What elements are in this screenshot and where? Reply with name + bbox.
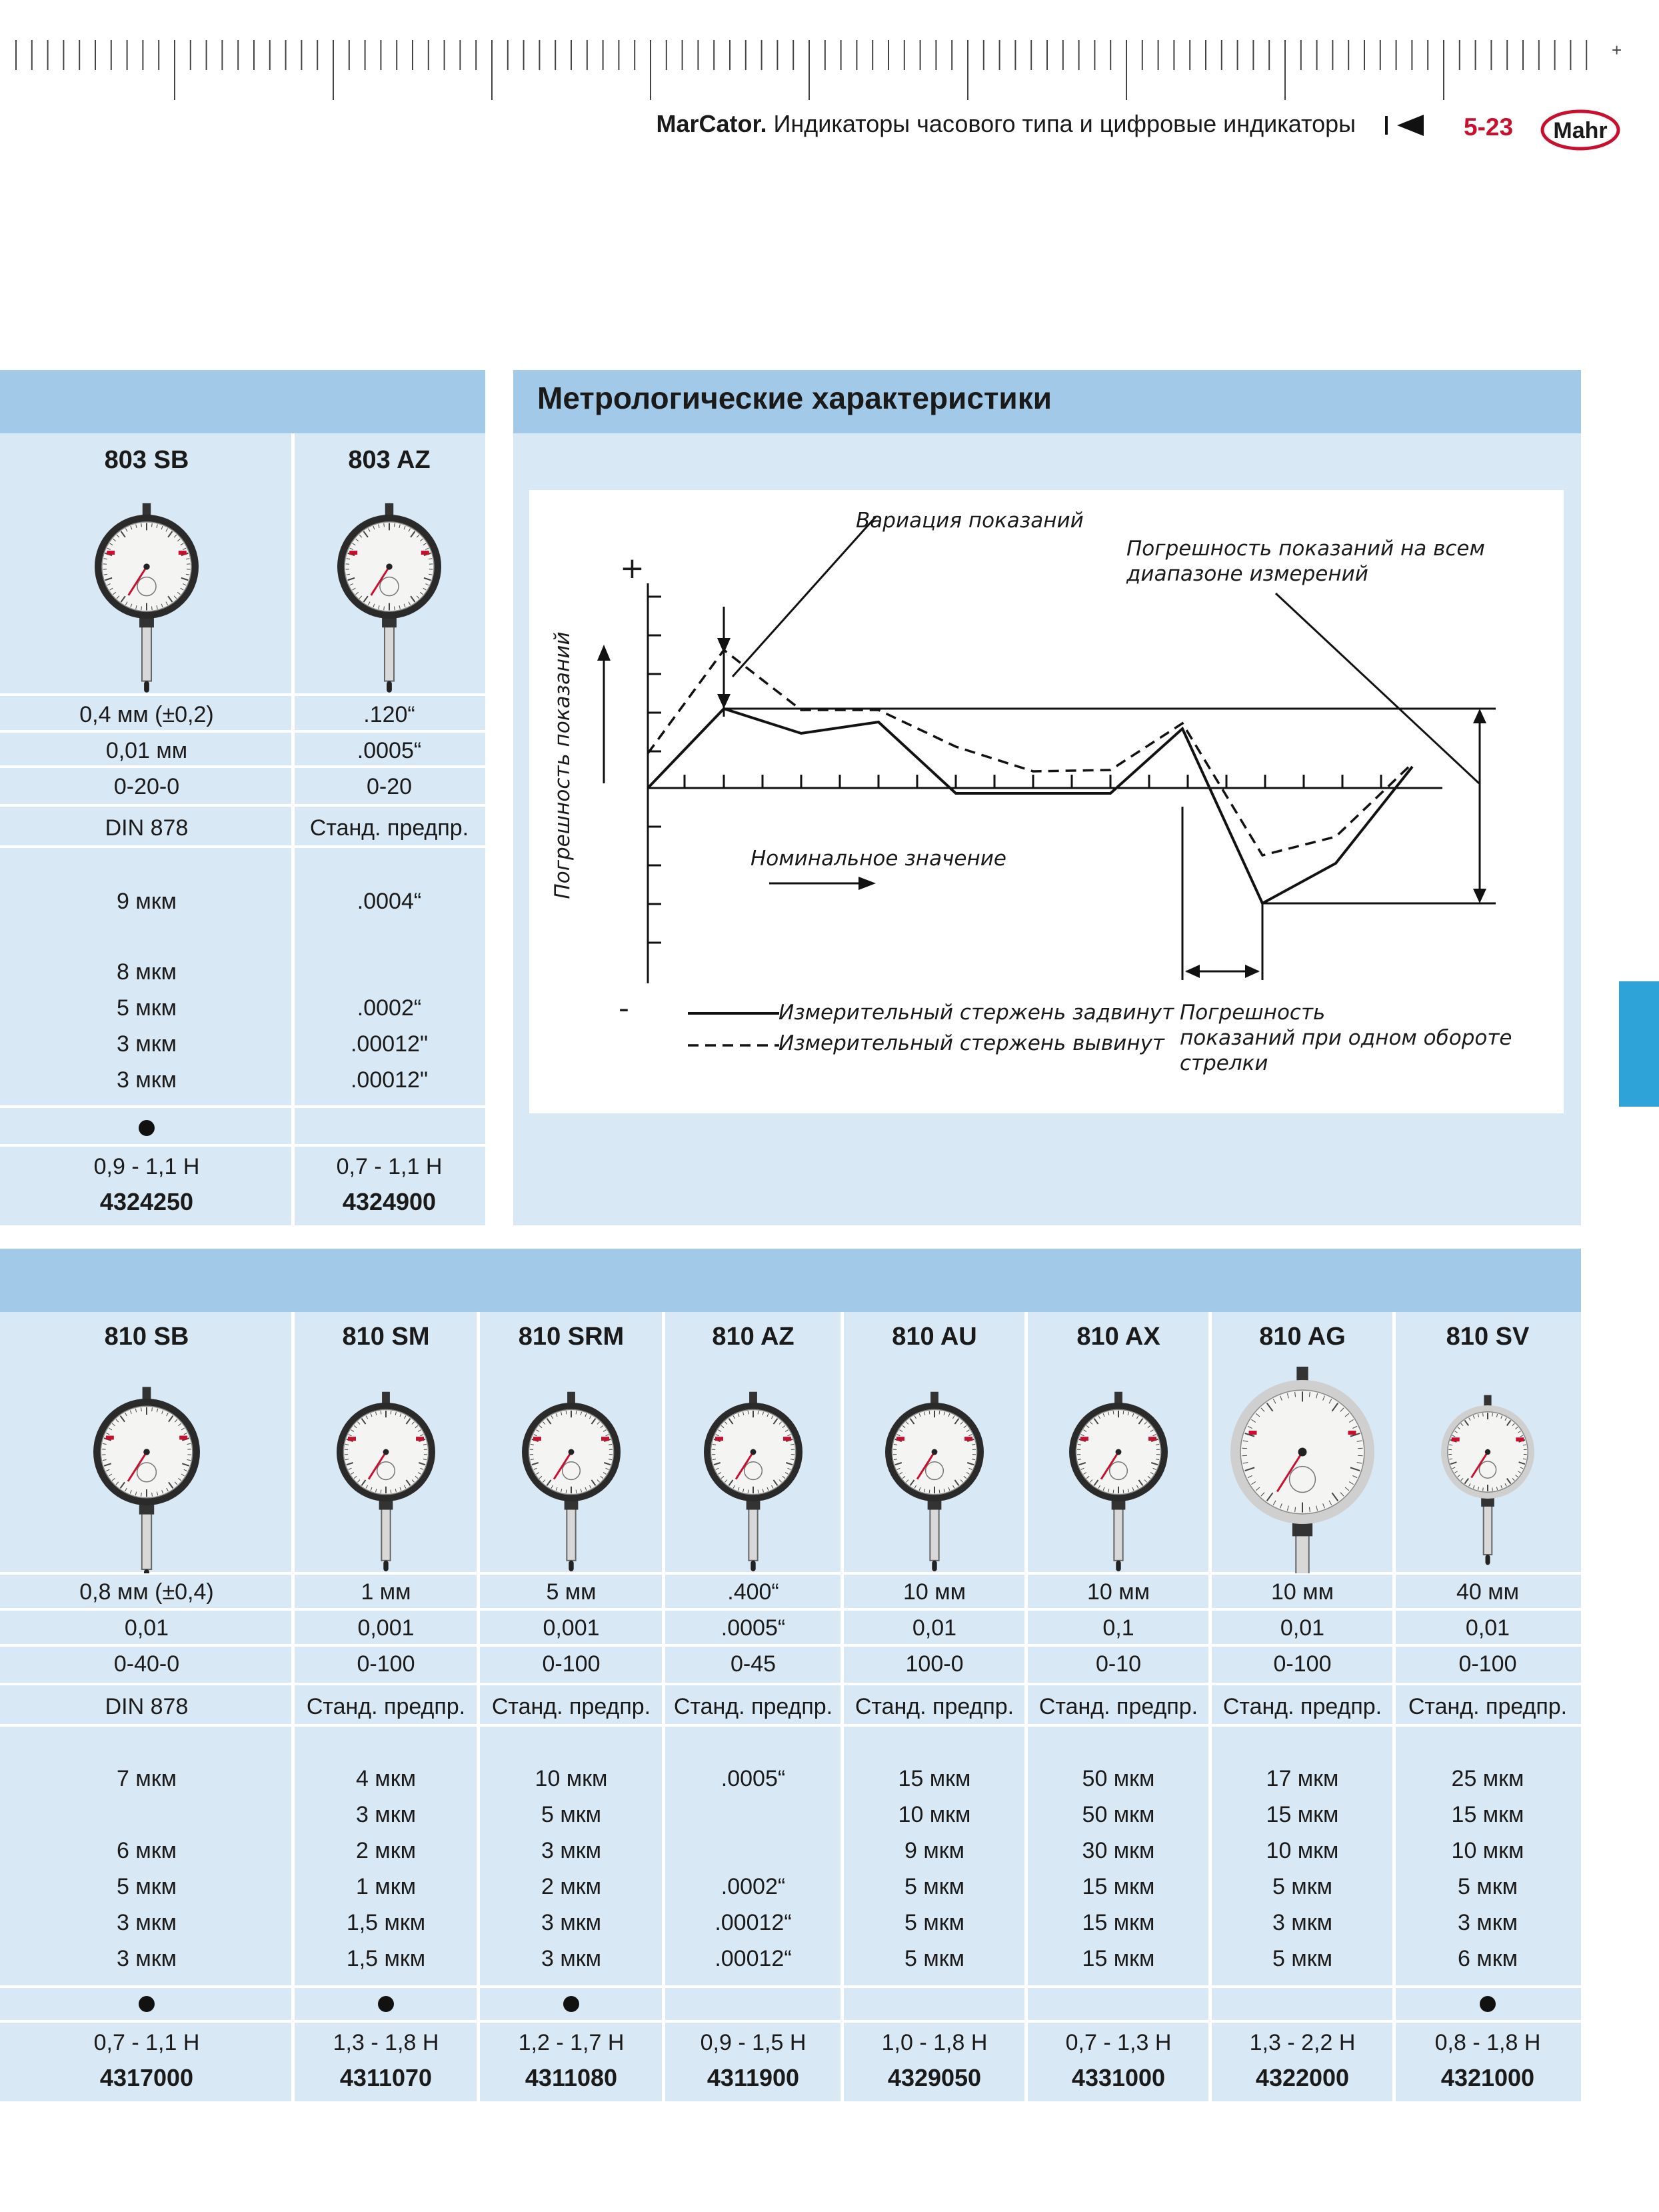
spec-cell: DIN 878 bbox=[105, 815, 189, 841]
order-number[interactable]: 4324900 bbox=[342, 1188, 437, 1215]
indicator-photo bbox=[293, 1367, 479, 1573]
spec-cell: 0,001 bbox=[543, 1615, 600, 1641]
page-number: 5-23 bbox=[1464, 113, 1514, 141]
order-number[interactable]: 4311070 bbox=[339, 2064, 433, 2091]
spec-cell: 0,01 bbox=[1280, 1615, 1325, 1641]
spec-cell: 10 мм bbox=[902, 1579, 966, 1605]
spec-cell: Станд. предпр. bbox=[1222, 1694, 1382, 1719]
spec-cell: .0004“ bbox=[357, 889, 422, 914]
row-separator bbox=[0, 1985, 1581, 1988]
mahr-logo bbox=[1540, 109, 1620, 151]
label-y-axis: Погрешность показаний bbox=[551, 631, 575, 899]
back-arrow-icon[interactable] bbox=[1385, 113, 1426, 137]
top-table-header-bar bbox=[0, 370, 485, 433]
spec-cell: 0,4 мм (±0,2) bbox=[79, 702, 214, 727]
feature-dot bbox=[139, 1120, 155, 1136]
spec-cell: 0-100 bbox=[1273, 1651, 1332, 1677]
chapter-side-tab[interactable] bbox=[1619, 981, 1659, 1107]
spec-cell: 17 мкм bbox=[1266, 1766, 1339, 1791]
metrology-diagram bbox=[529, 490, 1564, 1113]
dial-indicator-image bbox=[337, 1392, 435, 1571]
dial-indicator-image bbox=[885, 1392, 984, 1571]
column-header: 810 AZ bbox=[712, 1323, 795, 1351]
spec-cell: 30 мкм bbox=[1082, 1838, 1155, 1863]
spec-cell: 10 мкм bbox=[1266, 1838, 1339, 1863]
spec-cell: 4 мкм bbox=[356, 1766, 416, 1791]
label-revolution-2: показаний при одном обороте bbox=[1180, 1026, 1512, 1050]
label-minus: - bbox=[619, 991, 629, 1025]
indicator-photo bbox=[0, 1367, 293, 1573]
column-header: 810 AX bbox=[1076, 1323, 1160, 1351]
spec-cell: 50 мкм bbox=[1082, 1766, 1155, 1791]
spec-cell: 1,5 мкм bbox=[346, 1946, 426, 1971]
spec-cell: 5 мкм bbox=[541, 1802, 601, 1827]
column-header: 803 AZ bbox=[348, 446, 431, 474]
feature-dot bbox=[1480, 1996, 1496, 2012]
spec-cell: 10 мм bbox=[1086, 1579, 1150, 1605]
column-header: 810 SM bbox=[342, 1323, 430, 1351]
indicator-photo bbox=[842, 1367, 1026, 1573]
column-header: 810 AU bbox=[892, 1323, 977, 1351]
row-separator bbox=[0, 2020, 1581, 2023]
feature-dot bbox=[378, 1996, 394, 2012]
spec-cell: 5 мкм bbox=[1458, 1874, 1518, 1899]
dial-indicator-image bbox=[1069, 1392, 1168, 1571]
row-separator bbox=[0, 730, 485, 733]
order-number[interactable]: 4317000 bbox=[99, 2064, 194, 2091]
order-number[interactable]: 4322000 bbox=[1255, 2064, 1350, 2091]
row-separator bbox=[0, 693, 485, 696]
spec-cell: 10 мм bbox=[1270, 1579, 1334, 1605]
spec-cell: 25 мкм bbox=[1451, 1766, 1524, 1791]
feature-dot bbox=[563, 1996, 579, 2012]
column-header: 810 AG bbox=[1259, 1323, 1346, 1351]
row-separator bbox=[0, 845, 485, 848]
dial-indicator-image bbox=[1441, 1395, 1534, 1565]
label-plus: + bbox=[620, 551, 645, 585]
legend-solid: Измерительный стержень задвинут bbox=[779, 1001, 1174, 1025]
row-separator bbox=[0, 1105, 485, 1108]
spec-cell: 0,01 bbox=[1465, 1615, 1510, 1641]
label-total-error-1: Погрешность показаний на всем bbox=[1126, 537, 1485, 561]
column-header: 803 SB bbox=[104, 446, 189, 474]
spec-cell: .0005“ bbox=[721, 1766, 786, 1791]
spec-cell: Станд. предпр. bbox=[491, 1694, 651, 1719]
spec-cell: 0-100 bbox=[542, 1651, 601, 1677]
spec-cell: 5 мкм bbox=[1272, 1946, 1332, 1971]
measuring-force: 0,9 - 1,5 Н bbox=[700, 2030, 807, 2055]
spec-cell: 3 мкм bbox=[356, 1802, 416, 1827]
header-subtitle: Индикаторы часового типа и цифровые индикаторы bbox=[773, 110, 1356, 137]
measuring-force: 0,9 - 1,1 Н bbox=[93, 1154, 200, 1179]
bottom-table-header-bar bbox=[0, 1249, 1581, 1312]
order-number[interactable]: 4329050 bbox=[887, 2064, 982, 2091]
order-number[interactable]: 4311080 bbox=[525, 2064, 618, 2091]
order-number[interactable]: 4321000 bbox=[1440, 2064, 1535, 2091]
row-separator bbox=[0, 1644, 1581, 1647]
label-revolution-3: стрелки bbox=[1180, 1051, 1268, 1075]
measuring-force: 0,7 - 1,3 Н bbox=[1065, 2030, 1172, 2055]
spec-cell: DIN 878 bbox=[105, 1694, 189, 1719]
indicator-photo bbox=[1026, 1367, 1210, 1573]
measuring-force: 0,7 - 1,1 Н bbox=[336, 1154, 443, 1179]
spec-cell: 10 мкм bbox=[898, 1802, 971, 1827]
dial-indicator-image bbox=[93, 1387, 200, 1573]
spec-cell: 0,001 bbox=[357, 1615, 415, 1641]
spec-cell: Станд. предпр. bbox=[306, 1694, 466, 1719]
indicator-photo bbox=[0, 493, 293, 693]
spec-cell: Станд. предпр. bbox=[309, 815, 469, 841]
dial-indicator-image bbox=[704, 1392, 803, 1571]
spec-cell: 5 мкм bbox=[117, 995, 177, 1021]
indicator-photo bbox=[1210, 1367, 1394, 1573]
legend-dashed: Измерительный стержень вывинут bbox=[779, 1031, 1164, 1055]
spec-cell: 15 мкм bbox=[1082, 1874, 1155, 1899]
measuring-force: 1,3 - 2,2 Н bbox=[1249, 2030, 1356, 2055]
label-nominal: Номинальное значение bbox=[751, 847, 1006, 871]
spec-cell: 15 мкм bbox=[1082, 1910, 1155, 1935]
row-separator bbox=[0, 804, 485, 807]
spec-cell: 5 мкм bbox=[904, 1910, 964, 1935]
spec-cell: 50 мкм bbox=[1082, 1802, 1155, 1827]
spec-cell: 0,01 bbox=[912, 1615, 957, 1641]
spec-cell: .0005“ bbox=[357, 738, 422, 763]
dial-indicator-image bbox=[522, 1392, 621, 1571]
spec-cell: 3 мкм bbox=[117, 1031, 177, 1057]
column-header: 810 SRM bbox=[518, 1323, 625, 1351]
spec-cell: 2 мкм bbox=[541, 1874, 601, 1899]
column-header: 810 SV bbox=[1446, 1323, 1530, 1351]
spec-cell: 0-20-0 bbox=[113, 774, 180, 799]
svg-text:+: + bbox=[1612, 40, 1622, 60]
spec-cell: 15 мкм bbox=[1451, 1802, 1524, 1827]
label-revolution-1: Погрешность bbox=[1180, 1001, 1326, 1025]
spec-cell: 3 мкм bbox=[117, 1946, 177, 1971]
row-separator bbox=[0, 1683, 1581, 1685]
indicator-photo bbox=[293, 493, 485, 693]
spec-cell: 0,01 bbox=[124, 1615, 169, 1641]
spec-cell: Станд. предпр. bbox=[1408, 1694, 1568, 1719]
spec-cell: 3 мкм bbox=[1458, 1910, 1518, 1935]
feature-dot bbox=[139, 1996, 155, 2012]
spec-cell: 3 мкм bbox=[541, 1910, 601, 1935]
measuring-force: 1,3 - 1,8 Н bbox=[333, 2030, 439, 2055]
spec-cell: 5 мкм bbox=[1272, 1874, 1332, 1899]
order-number[interactable]: 4324250 bbox=[99, 1188, 194, 1215]
spec-cell: 3 мкм bbox=[541, 1838, 601, 1863]
spec-cell: 0-40-0 bbox=[113, 1651, 180, 1677]
spec-cell: 3 мкм bbox=[541, 1946, 601, 1971]
spec-cell: .00012" bbox=[350, 1031, 429, 1057]
indicator-photo bbox=[664, 1367, 842, 1573]
spec-cell: 7 мкм bbox=[117, 1766, 177, 1791]
spec-cell: 0-45 bbox=[730, 1651, 777, 1677]
page-header bbox=[656, 110, 1356, 138]
spec-cell: .400“ bbox=[727, 1579, 779, 1605]
spec-cell: 40 мм bbox=[1456, 1579, 1519, 1605]
spec-cell: 6 мкм bbox=[1458, 1946, 1518, 1971]
row-separator bbox=[0, 1144, 485, 1147]
spec-cell: .00012“ bbox=[715, 1910, 792, 1935]
measuring-force: 1,0 - 1,8 Н bbox=[881, 2030, 988, 2055]
order-number[interactable]: 4311900 bbox=[707, 2064, 800, 2091]
spec-cell: 10 мкм bbox=[1451, 1838, 1524, 1863]
spec-cell: 1,5 мкм bbox=[346, 1910, 426, 1935]
spec-cell: 5 мкм bbox=[904, 1874, 964, 1899]
spec-cell: 5 мм bbox=[546, 1579, 597, 1605]
spec-cell: 1 мм bbox=[361, 1579, 411, 1605]
spec-cell: 15 мкм bbox=[1266, 1802, 1339, 1827]
spec-cell: Станд. предпр. bbox=[673, 1694, 833, 1719]
spec-cell: 0,01 мм bbox=[105, 738, 188, 763]
measuring-force: 1,2 - 1,7 Н bbox=[518, 2030, 625, 2055]
measuring-force: 0,8 - 1,8 Н bbox=[1434, 2030, 1541, 2055]
order-number[interactable]: 4331000 bbox=[1071, 2064, 1166, 2091]
page-ruler bbox=[0, 0, 1659, 113]
dial-indicator-image bbox=[1230, 1367, 1374, 1573]
spec-cell: 10 мкм bbox=[535, 1766, 608, 1791]
dial-indicator-image bbox=[337, 503, 441, 693]
indicator-photo bbox=[1394, 1367, 1581, 1573]
spec-cell: .0005“ bbox=[721, 1615, 786, 1641]
spec-cell: 100-0 bbox=[905, 1651, 964, 1677]
spec-cell: 15 мкм bbox=[1082, 1946, 1155, 1971]
spec-cell: 5 мкм bbox=[117, 1874, 177, 1899]
spec-cell: Станд. предпр. bbox=[1038, 1694, 1198, 1719]
spec-cell: .0002“ bbox=[721, 1874, 786, 1899]
row-separator bbox=[0, 1724, 1581, 1727]
dial-indicator-image bbox=[95, 503, 199, 693]
spec-cell: 1 мкм bbox=[356, 1874, 416, 1899]
spec-cell: 0,8 мм (±0,4) bbox=[79, 1579, 214, 1605]
label-variation: Вариация показаний bbox=[856, 509, 1084, 533]
spec-cell: 9 мкм bbox=[904, 1838, 964, 1863]
spec-cell: 8 мкм bbox=[117, 959, 177, 985]
spec-cell: .120“ bbox=[363, 702, 415, 727]
spec-cell: .00012" bbox=[350, 1067, 429, 1093]
spec-cell: 0-100 bbox=[1458, 1651, 1517, 1677]
spec-cell: 0-100 bbox=[357, 1651, 415, 1677]
label-total-error-2: диапазоне измерений bbox=[1126, 562, 1368, 586]
row-separator bbox=[0, 1608, 1581, 1611]
spec-cell: 3 мкм bbox=[1272, 1910, 1332, 1935]
measuring-force: 0,7 - 1,1 Н bbox=[93, 2030, 200, 2055]
mahr-logo-text: Mahr bbox=[1553, 118, 1608, 143]
brand-name: MarCator. bbox=[656, 110, 767, 137]
spec-cell: 6 мкм bbox=[117, 1838, 177, 1863]
spec-cell: .00012“ bbox=[715, 1946, 792, 1971]
column-header: 810 SB bbox=[104, 1323, 189, 1351]
spec-cell: 9 мкм bbox=[117, 889, 177, 914]
row-separator bbox=[0, 765, 485, 768]
spec-cell: Станд. предпр. bbox=[854, 1694, 1014, 1719]
spec-cell: .0002“ bbox=[357, 995, 422, 1021]
metrology-title: Метрологические характеристики bbox=[537, 381, 1052, 415]
spec-cell: 0,1 bbox=[1102, 1615, 1134, 1641]
indicator-photo bbox=[479, 1367, 664, 1573]
spec-cell: 0-20 bbox=[366, 774, 413, 799]
spec-cell: 5 мкм bbox=[904, 1946, 964, 1971]
spec-cell: 15 мкм bbox=[898, 1766, 971, 1791]
spec-cell: 0-10 bbox=[1095, 1651, 1142, 1677]
spec-cell: 2 мкм bbox=[356, 1838, 416, 1863]
spec-cell: 3 мкм bbox=[117, 1910, 177, 1935]
spec-cell: 3 мкм bbox=[117, 1067, 177, 1093]
